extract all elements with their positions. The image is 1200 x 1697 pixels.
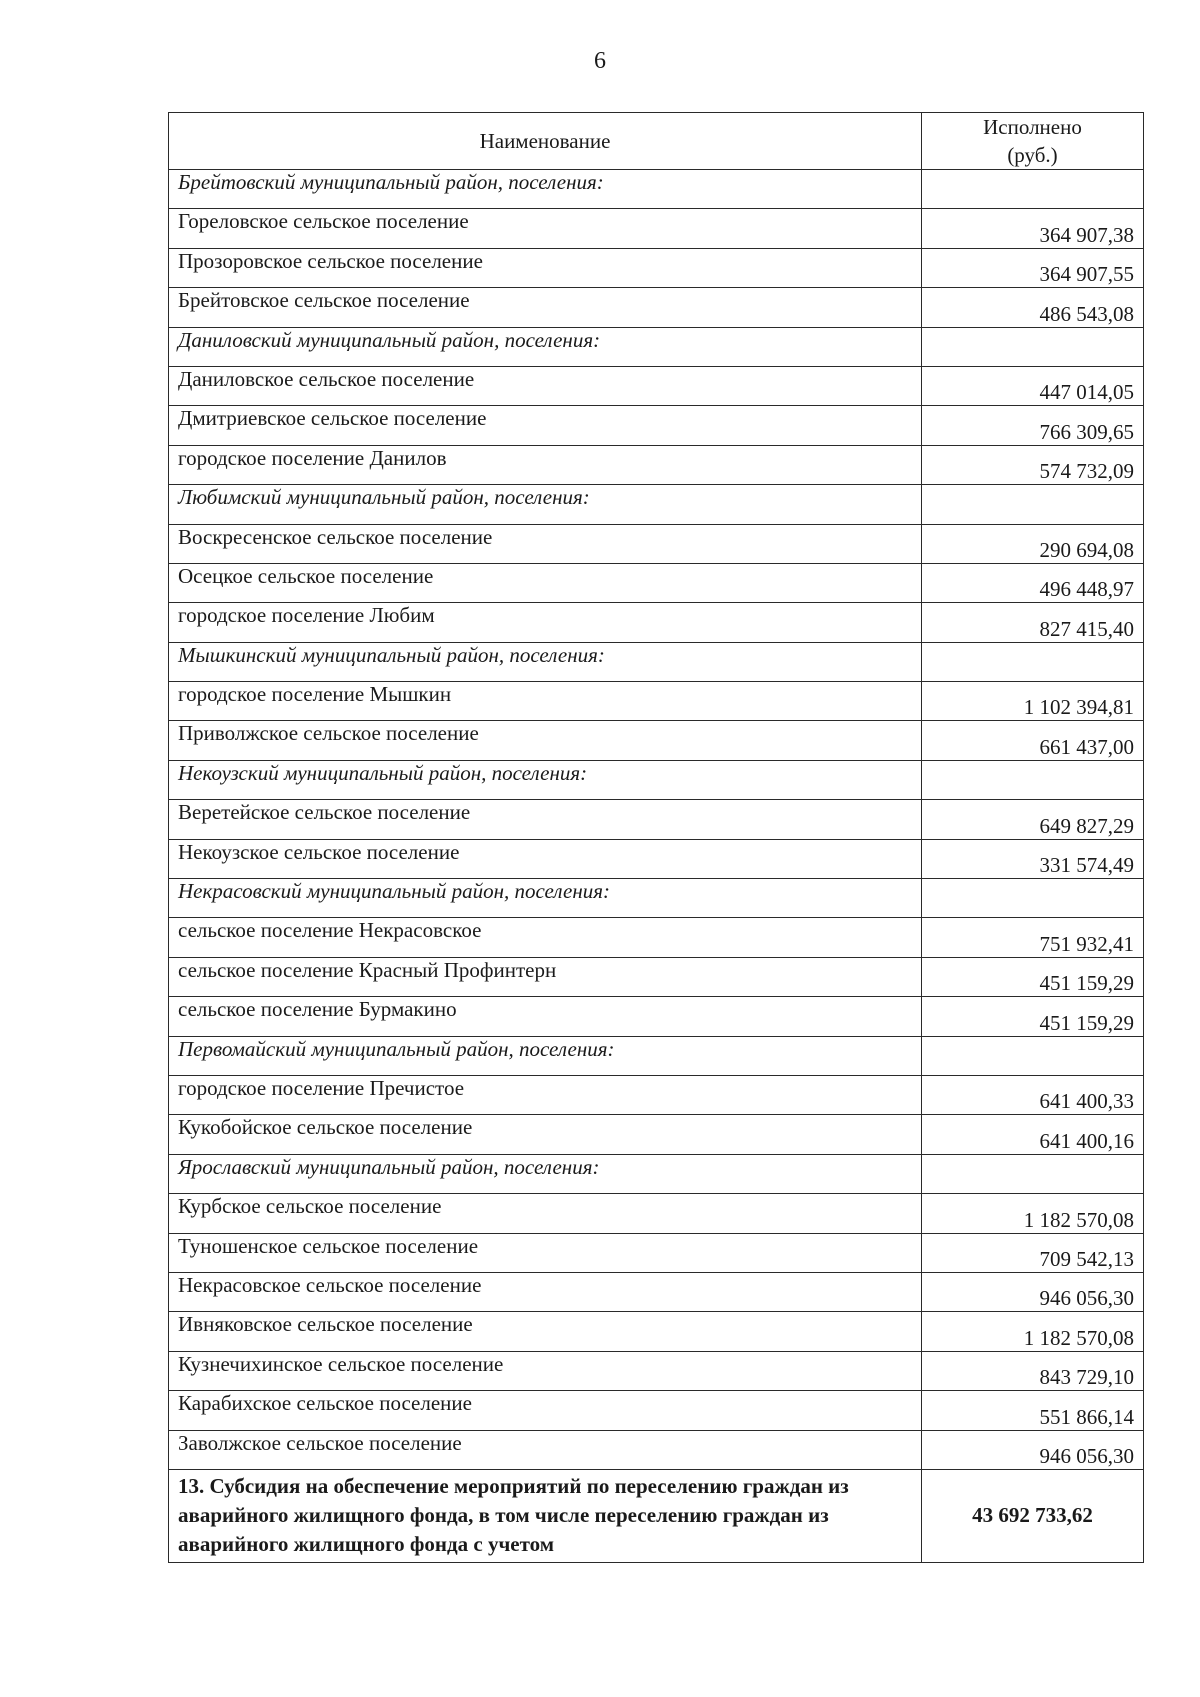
district-name: Мышкинский муниципальный район, поселения: <box>169 642 922 681</box>
table-row <box>169 366 1144 405</box>
settlement-name: сельское поселение Некрасовское <box>169 918 922 957</box>
table-row <box>169 957 1144 996</box>
settlement-name: городское поселение Мышкин <box>169 682 922 721</box>
settlement-name: Кузнечихинское сельское поселение <box>169 1351 922 1390</box>
table-row <box>169 288 1144 327</box>
executed-amount <box>922 1154 1144 1193</box>
table-row <box>169 1233 1144 1272</box>
executed-amount: 364 907,55 <box>922 248 1144 287</box>
settlement-name: Кукобойское сельское поселение <box>169 1115 922 1154</box>
executed-amount: 751 932,41 <box>922 918 1144 957</box>
unit-label: (руб.) <box>1007 143 1058 167</box>
district-row <box>169 1154 1144 1193</box>
executed-amount <box>922 879 1144 918</box>
settlement-name: сельское поселение Бурмакино <box>169 997 922 1036</box>
table-row <box>169 1075 1144 1114</box>
settlement-name: Курбское сельское поселение <box>169 1194 922 1233</box>
executed-amount: 709 542,13 <box>922 1233 1144 1272</box>
table-row <box>169 406 1144 445</box>
executed-label: Исполнено <box>983 115 1082 139</box>
settlement-name: Заволжское сельское поселение <box>169 1430 922 1469</box>
column-header-name: Наименование <box>169 113 922 170</box>
district-row <box>169 327 1144 366</box>
executed-amount: 1 182 570,08 <box>922 1194 1144 1233</box>
executed-amount <box>922 642 1144 681</box>
executed-amount <box>922 760 1144 799</box>
district-name: Любимский муниципальный район, поселения: <box>169 485 922 524</box>
district-name: Даниловский муниципальный район, поселения: <box>169 327 922 366</box>
district-row <box>169 170 1144 209</box>
executed-amount <box>922 1036 1144 1075</box>
table-row <box>169 248 1144 287</box>
table-header-row <box>169 113 1144 170</box>
executed-amount <box>922 485 1144 524</box>
district-row <box>169 485 1144 524</box>
settlement-name: городское поселение Любим <box>169 603 922 642</box>
table-row <box>169 1115 1144 1154</box>
executed-amount: 290 694,08 <box>922 524 1144 563</box>
settlement-name: Веретейское сельское поселение <box>169 800 922 839</box>
settlement-name: Туношенское сельское поселение <box>169 1233 922 1272</box>
table-row <box>169 209 1144 248</box>
district-row <box>169 760 1144 799</box>
executed-amount: 451 159,29 <box>922 957 1144 996</box>
executed-amount: 946 056,30 <box>922 1272 1144 1311</box>
executed-amount: 451 159,29 <box>922 997 1144 1036</box>
table-row <box>169 563 1144 602</box>
district-name: Некоузский муниципальный район, поселения: <box>169 760 922 799</box>
settlement-name: Приволжское сельское поселение <box>169 721 922 760</box>
table-row <box>169 1272 1144 1311</box>
executed-amount: 1 182 570,08 <box>922 1312 1144 1351</box>
executed-amount: 843 729,10 <box>922 1351 1144 1390</box>
table-row <box>169 1391 1144 1430</box>
summary-value: 43 692 733,62 <box>922 1469 1144 1562</box>
table-row <box>169 1312 1144 1351</box>
executed-amount: 649 827,29 <box>922 800 1144 839</box>
settlement-name: Гореловское сельское поселение <box>169 209 922 248</box>
table-body <box>169 170 1144 1470</box>
settlement-name: Некоузское сельское поселение <box>169 839 922 878</box>
settlement-name: Некрасовское сельское поселение <box>169 1272 922 1311</box>
table-row <box>169 682 1144 721</box>
executed-amount: 486 543,08 <box>922 288 1144 327</box>
settlement-name: Осецкое сельское поселение <box>169 563 922 602</box>
column-header-executed <box>922 113 1144 170</box>
district-row <box>169 1036 1144 1075</box>
district-row <box>169 642 1144 681</box>
district-name: Первомайский муниципальный район, поселения: <box>169 1036 922 1075</box>
table-row <box>169 524 1144 563</box>
district-name: Некрасовский муниципальный район, поселения: <box>169 879 922 918</box>
table-row <box>169 800 1144 839</box>
settlement-name: Ивняковское сельское поселение <box>169 1312 922 1351</box>
summary-row <box>169 1469 1144 1562</box>
table-row <box>169 603 1144 642</box>
settlement-name: Дмитриевское сельское поселение <box>169 406 922 445</box>
executed-amount: 641 400,33 <box>922 1075 1144 1114</box>
executed-amount: 641 400,16 <box>922 1115 1144 1154</box>
district-row <box>169 879 1144 918</box>
settlement-name: Брейтовское сельское поселение <box>169 288 922 327</box>
settlement-name: Прозоровское сельское поселение <box>169 248 922 287</box>
executed-amount: 661 437,00 <box>922 721 1144 760</box>
settlement-name: городское поселение Данилов <box>169 445 922 484</box>
executed-amount <box>922 170 1144 209</box>
executed-amount: 551 866,14 <box>922 1391 1144 1430</box>
settlement-name: сельское поселение Красный Профинтерн <box>169 957 922 996</box>
table-row <box>169 445 1144 484</box>
page-number: 6 <box>594 48 606 74</box>
executed-amount: 946 056,30 <box>922 1430 1144 1469</box>
settlement-name: городское поселение Пречистое <box>169 1075 922 1114</box>
executed-amount: 496 448,97 <box>922 563 1144 602</box>
executed-amount: 574 732,09 <box>922 445 1144 484</box>
table-row <box>169 1194 1144 1233</box>
executed-amount: 1 102 394,81 <box>922 682 1144 721</box>
district-name: Брейтовский муниципальный район, поселения: <box>169 170 922 209</box>
executed-amount <box>922 327 1144 366</box>
executed-amount: 766 309,65 <box>922 406 1144 445</box>
table-row <box>169 1430 1144 1469</box>
table-row <box>169 721 1144 760</box>
settlement-name: Даниловское сельское поселение <box>169 366 922 405</box>
table-row <box>169 918 1144 957</box>
district-name: Ярославский муниципальный район, поселения: <box>169 1154 922 1193</box>
executed-amount: 447 014,05 <box>922 366 1144 405</box>
settlement-name: Воскресенское сельское поселение <box>169 524 922 563</box>
settlement-name: Карабихское сельское поселение <box>169 1391 922 1430</box>
table-row <box>169 1351 1144 1390</box>
executed-amount: 827 415,40 <box>922 603 1144 642</box>
table-row <box>169 997 1144 1036</box>
subsidy-table <box>168 112 1144 1563</box>
table-row <box>169 839 1144 878</box>
executed-amount: 331 574,49 <box>922 839 1144 878</box>
executed-amount: 364 907,38 <box>922 209 1144 248</box>
summary-name: 13. Субсидия на обеспечение мероприятий по переселению граждан из аварийного жилищного фонда, в том числе переселению граждан из аварийного жилищного фонда с учетом <box>169 1469 922 1562</box>
